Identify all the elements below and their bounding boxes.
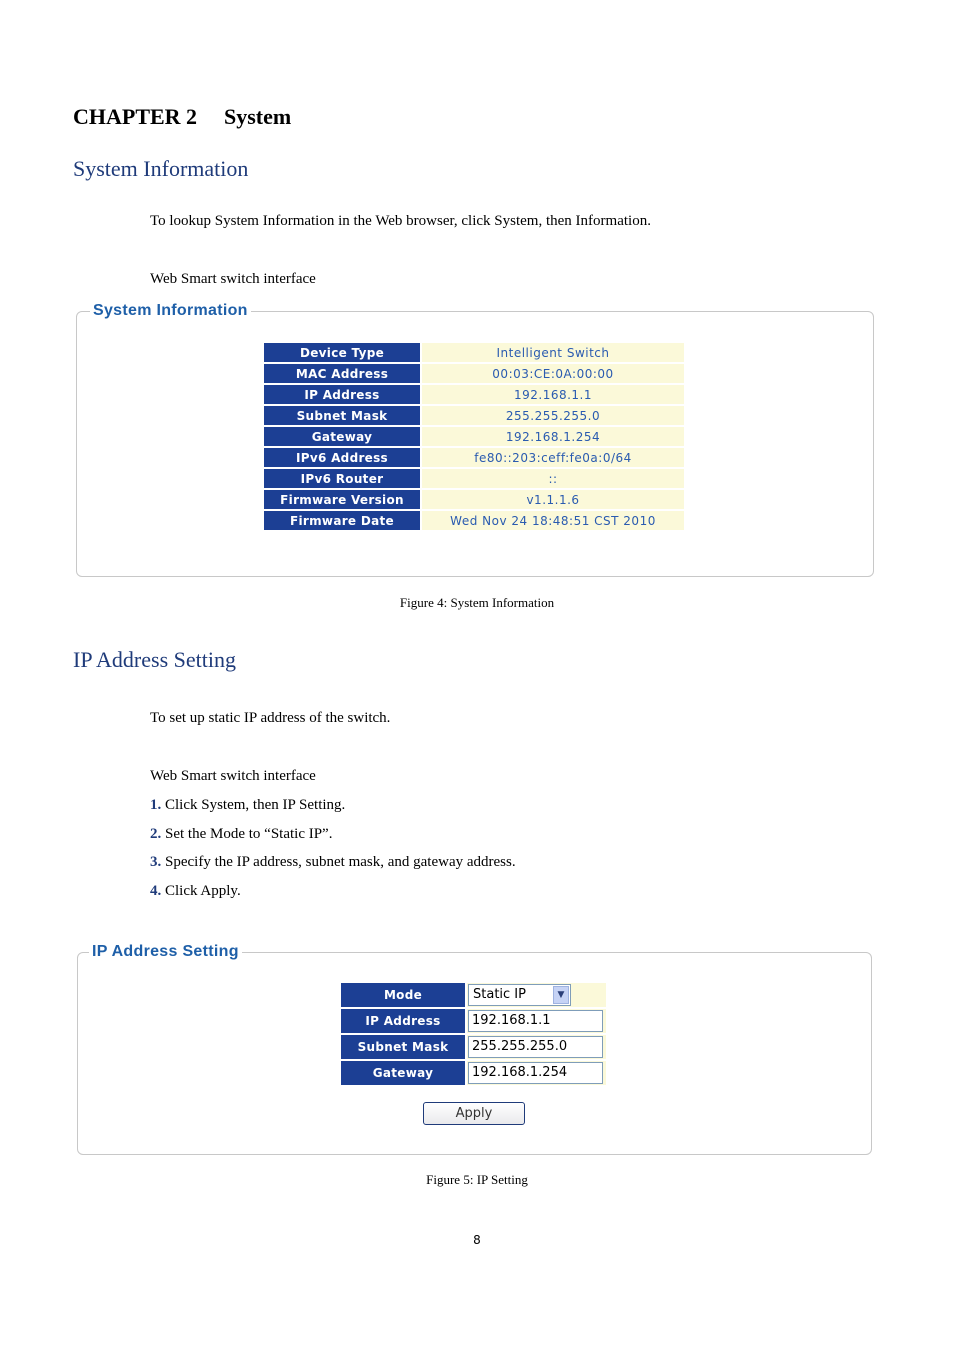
table-row [264,385,684,404]
interface-label-2: Web Smart switch interface [150,768,316,784]
ipv6-router-value: :: [422,469,684,488]
ip-address-value: 192.168.1.1 [422,385,684,404]
step-text: Click System, then IP Setting. [165,797,346,813]
device-type-label: Device Type [264,343,420,362]
mode-select[interactable] [468,984,571,1006]
firmware-version-label: Firmware Version [264,490,420,509]
table-row [264,448,684,467]
firmware-date-value: Wed Nov 24 18:48:51 CST 2010 [422,511,684,530]
ip-address-label: IP Address [264,385,420,404]
figure-4-caption: Figure 4: System Information [399,595,555,610]
subnet-mask-cell [467,1035,606,1059]
ipv6-address-value: fe80::203:ceff:fe0a:0/64 [422,448,684,467]
ipv6-address-label: IPv6 Address [264,448,420,467]
ip-setting-panel-title: IP Address Setting [89,943,242,961]
step-text: Set the Mode to “Static IP”. [165,826,333,842]
step-4 [150,883,241,900]
ip-address-field-label: IP Address [341,1009,465,1033]
form-row-gateway [341,1061,606,1085]
figure-5-caption: Figure 5: IP Setting [426,1172,528,1187]
subnet-mask-field-label: Subnet Mask [341,1035,465,1059]
form-row-mode [341,983,606,1007]
gateway-input[interactable]: 192.168.1.254 [468,1062,603,1084]
ip-setting-intro: To set up static IP address of the switch. [150,710,391,726]
firmware-version-value: v1.1.1.6 [422,490,684,509]
system-info-panel-title: System Information [90,302,251,320]
mode-select-value: Static IP [473,987,526,1002]
firmware-date-label: Firmware Date [264,511,420,530]
interface-label-1: Web Smart switch interface [150,271,316,287]
ip-setting-form [339,981,608,1087]
mac-address-label: MAC Address [264,364,420,383]
gateway-field-label: Gateway [341,1061,465,1085]
apply-button[interactable]: Apply [423,1102,525,1125]
table-row [264,406,684,425]
table-row [264,364,684,383]
chevron-down-icon[interactable]: ▼ [553,986,569,1004]
table-row [264,490,684,509]
step-1 [150,797,345,814]
table-row [264,343,684,362]
subnet-mask-value: 255.255.255.0 [422,406,684,425]
step-number: 2. [150,826,162,842]
chapter-heading [73,104,291,130]
mode-label: Mode [341,983,465,1007]
form-row-ip-address [341,1009,606,1033]
device-type-value: Intelligent Switch [422,343,684,362]
table-row [264,511,684,530]
system-info-table [262,341,686,532]
table-row [264,469,684,488]
gateway-value: 192.168.1.254 [422,427,684,446]
page-number: 8 [473,1233,481,1247]
step-number: 4. [150,883,162,899]
gateway-cell [467,1061,606,1085]
ip-address-cell [467,1009,606,1033]
section-heading-system-information: System Information [73,156,249,181]
subnet-mask-input[interactable]: 255.255.255.0 [468,1036,603,1058]
ipv6-router-label: IPv6 Router [264,469,420,488]
subnet-mask-label: Subnet Mask [264,406,420,425]
chapter-title: System [224,104,292,129]
step-number: 1. [150,797,162,813]
ip-address-input[interactable]: 192.168.1.1 [468,1010,603,1032]
mode-cell [467,983,606,1007]
step-text: Specify the IP address, subnet mask, and gateway address. [165,854,516,870]
form-row-subnet-mask [341,1035,606,1059]
step-number: 3. [150,854,162,870]
section-heading-ip-address-setting: IP Address Setting [73,647,236,672]
chapter-number: CHAPTER 2 [73,104,198,129]
step-text: Click Apply. [165,883,241,899]
step-2 [150,826,332,843]
gateway-label: Gateway [264,427,420,446]
table-row [264,427,684,446]
step-3 [150,854,516,871]
mac-address-value: 00:03:CE:0A:00:00 [422,364,684,383]
system-info-intro: To lookup System Information in the Web browser, click System, then Information. [150,213,651,229]
